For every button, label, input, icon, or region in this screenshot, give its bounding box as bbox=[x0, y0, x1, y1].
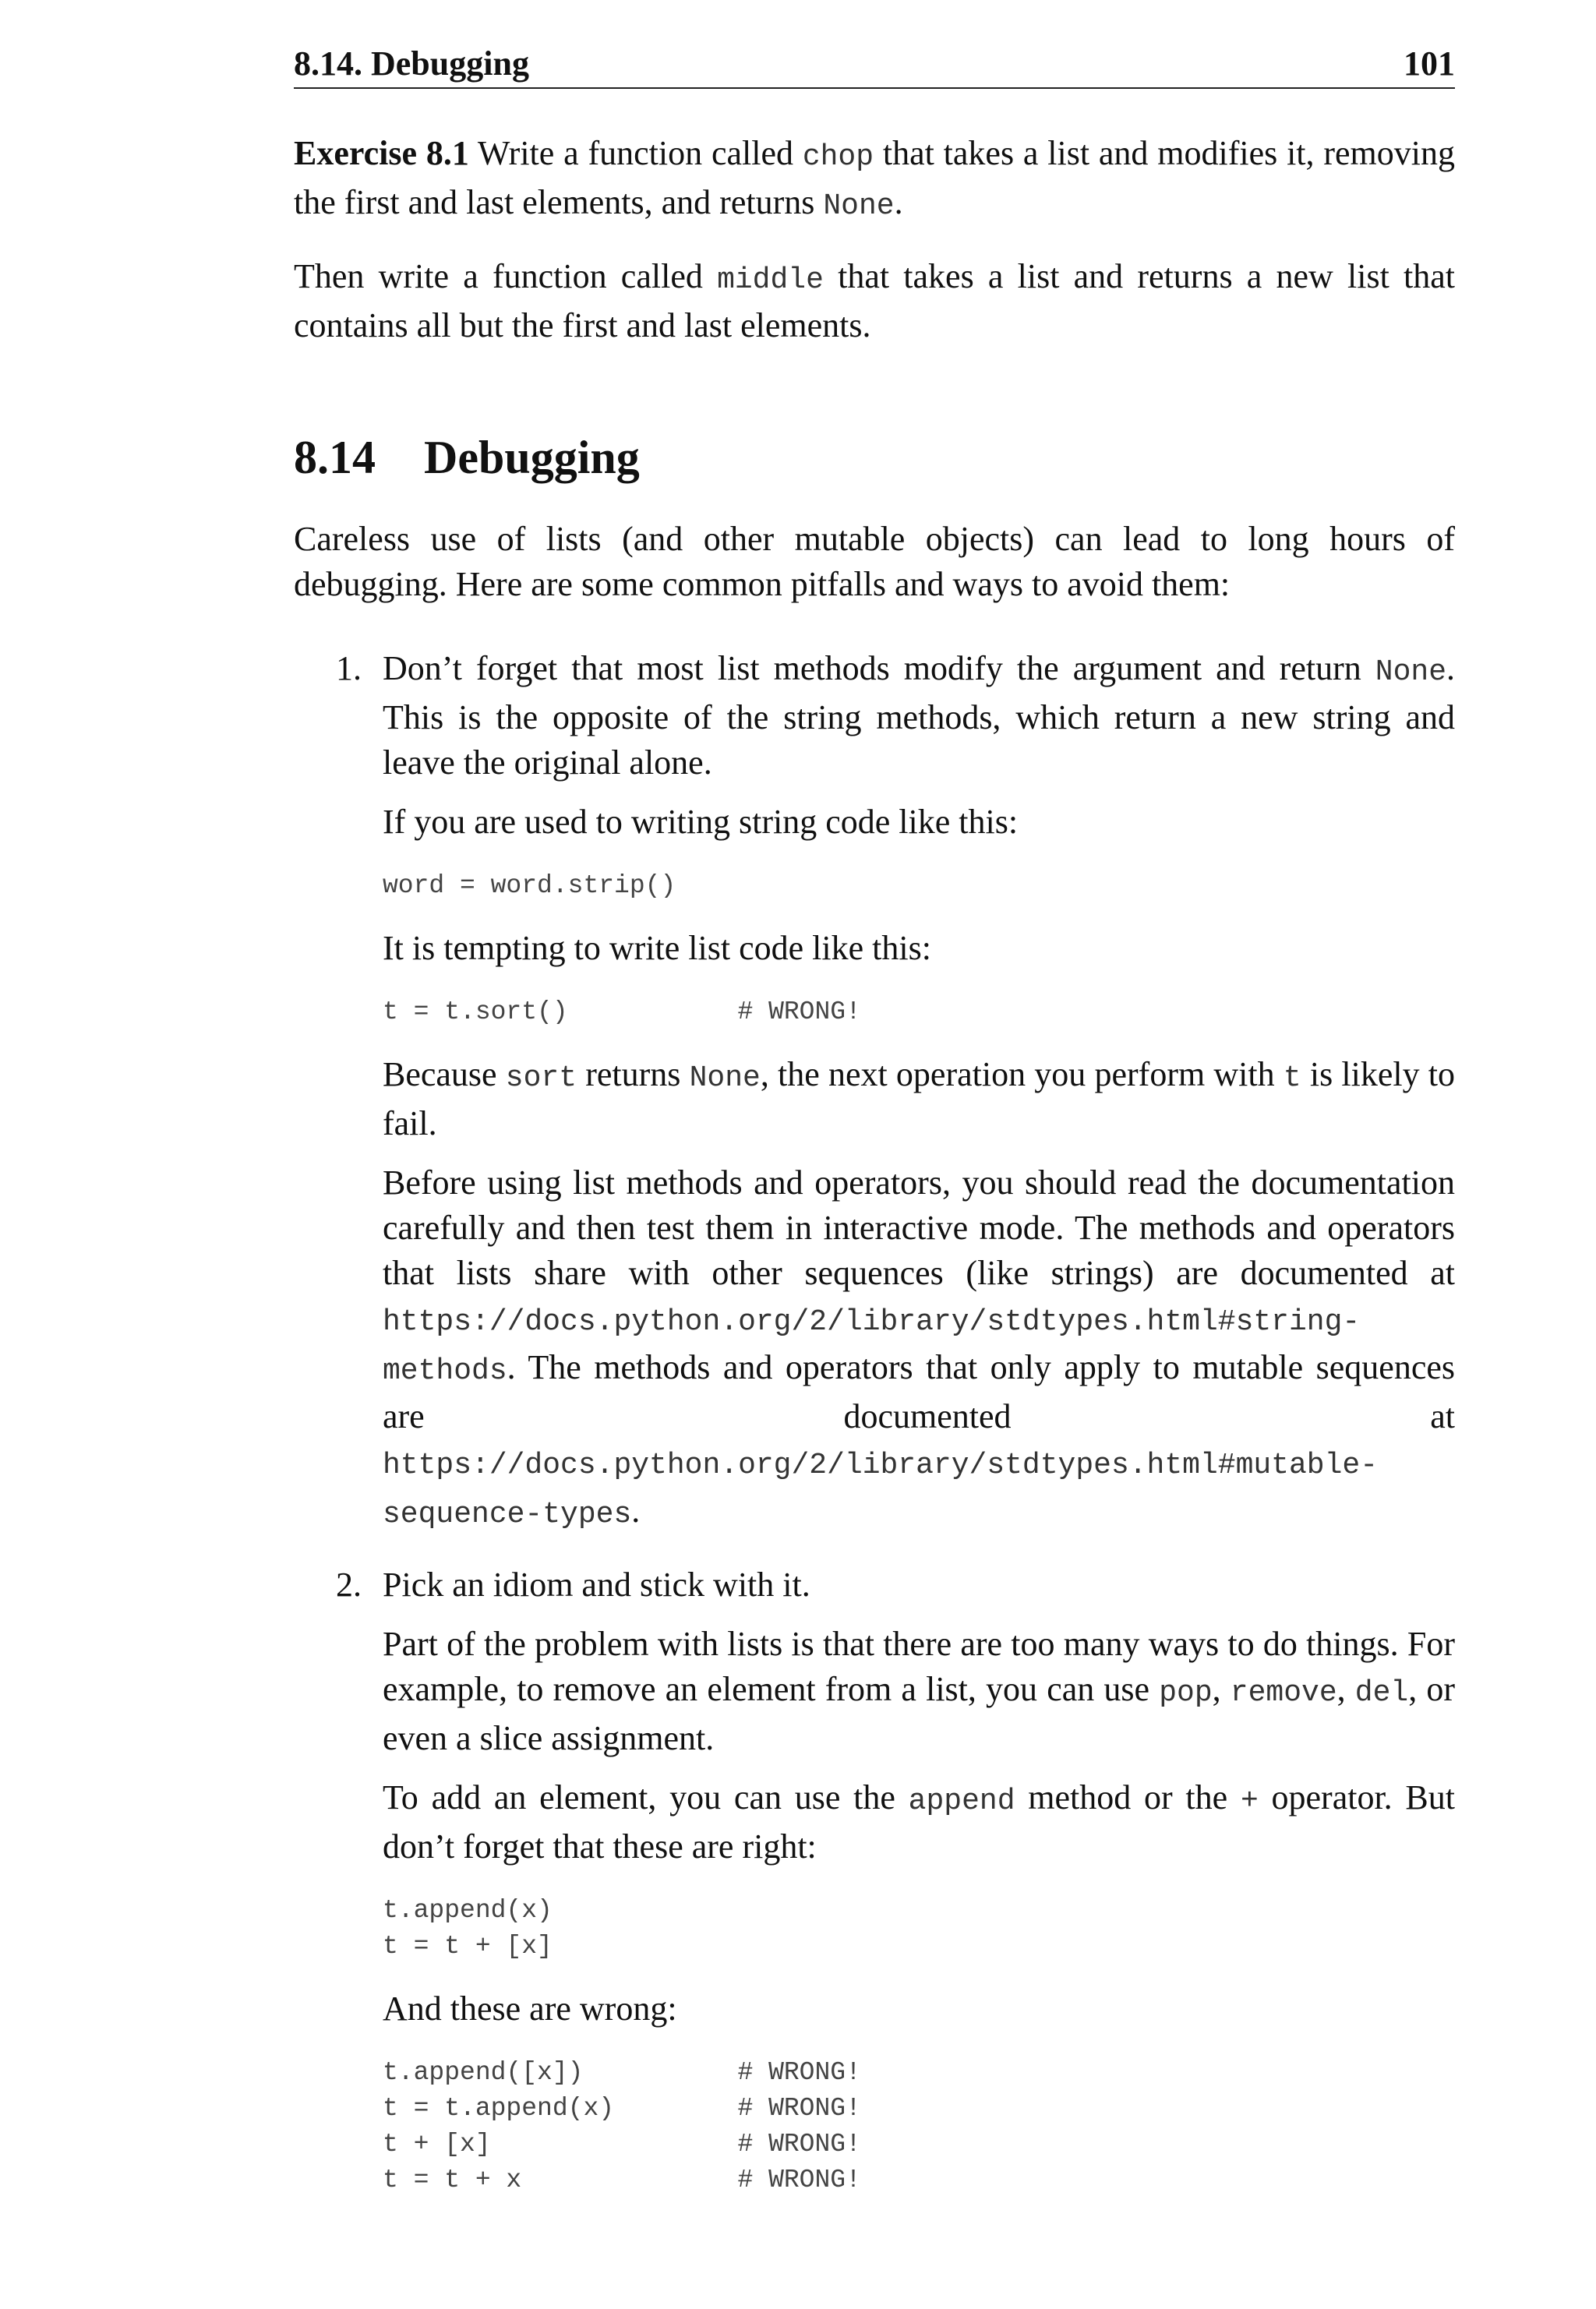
item-paragraph: Pick an idiom and stick with it. bbox=[383, 1566, 810, 1604]
text-span: , the next operation you perform with bbox=[760, 1055, 1284, 1093]
docs-link[interactable]: https://docs.python.org/2/library/stdtypes.html#string-methods bbox=[383, 1305, 1361, 1388]
exercise-paragraph-2 bbox=[294, 254, 1455, 348]
inline-code: None bbox=[1375, 655, 1446, 689]
item-paragraph: And these are wrong: bbox=[383, 1989, 677, 2028]
text-span: . bbox=[894, 183, 903, 221]
item-paragraph: It is tempting to write list code like this: bbox=[383, 929, 931, 967]
text-span: Then write a function called bbox=[294, 257, 718, 295]
inline-code: chop bbox=[802, 140, 874, 174]
item-paragraph bbox=[383, 1160, 1455, 1538]
section-intro: Careless use of lists (and other mutable objects) can lead to long hours of debugging. Here are some common pitfalls and ways to avoid them: bbox=[294, 520, 1455, 603]
running-head bbox=[294, 41, 1455, 89]
inline-code: None bbox=[823, 189, 895, 223]
item-paragraph bbox=[383, 646, 1455, 786]
list-item-body bbox=[383, 646, 1455, 1538]
text-span: returns bbox=[577, 1055, 690, 1093]
text-span: , or even a slice assignment. bbox=[383, 1670, 1456, 1757]
inline-code: remove bbox=[1230, 1676, 1337, 1710]
list-item bbox=[294, 646, 1455, 1538]
text-span: that takes a list and returns a new list that contains all but the first and last elements. bbox=[294, 257, 1456, 344]
running-head-section: 8.14. Debugging bbox=[294, 44, 529, 83]
text-span: Write a function called bbox=[468, 134, 803, 172]
list-item-number: 1. bbox=[336, 649, 362, 687]
inline-code: del bbox=[1354, 1676, 1409, 1710]
exercise-paragraph bbox=[294, 131, 1455, 229]
text-span: , bbox=[1212, 1670, 1231, 1708]
text-span: Part of the problem with lists is that there are too many ways to do things. For example, to remove an element from a list, you can use bbox=[383, 1625, 1455, 1708]
item-paragraph bbox=[383, 1622, 1455, 1761]
code-block: t.append(x) t = t + [x] bbox=[383, 1896, 553, 1961]
text-span: , bbox=[1336, 1670, 1355, 1708]
text-span: . bbox=[631, 1492, 641, 1530]
section-heading bbox=[294, 426, 1455, 489]
inline-code: None bbox=[689, 1061, 761, 1095]
inline-code: t bbox=[1283, 1061, 1301, 1095]
section-title: Debugging bbox=[424, 432, 640, 483]
item-paragraph bbox=[383, 1052, 1455, 1146]
text-span: Because bbox=[383, 1055, 506, 1093]
page-body bbox=[294, 131, 1455, 2220]
text-span: that takes a list and modifies it, removing the first and last elements, and returns bbox=[294, 134, 1455, 221]
inline-code: middle bbox=[717, 263, 824, 297]
text-span: method or the bbox=[1015, 1778, 1241, 1816]
pitfalls-list bbox=[294, 646, 1455, 2198]
page-number: 101 bbox=[1404, 44, 1455, 83]
docs-link[interactable]: https://docs.python.org/2/library/stdtypes.html#mutable-sequence-types bbox=[383, 1449, 1379, 1531]
list-item-body bbox=[383, 1562, 1455, 2198]
exercise-label: Exercise 8.1 bbox=[294, 134, 469, 172]
text-span: is likely to fail. bbox=[383, 1055, 1456, 1142]
text-span: To add an element, you can use the bbox=[383, 1778, 909, 1816]
code-block: t = t.sort() # WRONG! bbox=[383, 997, 861, 1026]
item-paragraph: If you are used to writing string code like this: bbox=[383, 803, 1019, 841]
section-number: 8.14 bbox=[294, 432, 376, 483]
text-span: . This is the opposite of the string methods, which return a new string and leave the original alone. bbox=[383, 649, 1455, 782]
inline-code: pop bbox=[1159, 1676, 1213, 1710]
code-block: word = word.strip() bbox=[383, 871, 676, 900]
inline-code: + bbox=[1240, 1785, 1259, 1818]
code-block: t.append([x]) # WRONG! t = t.append(x) # WRONG! t + [x] # WRONG! t = t + x # WRONG! bbox=[383, 2058, 861, 2194]
inline-code: append bbox=[908, 1785, 1015, 1818]
list-item bbox=[294, 1562, 1455, 2198]
list-item-number: 2. bbox=[336, 1566, 362, 1604]
text-span: . The methods and operators that only apply to mutable sequences are documented at bbox=[383, 1348, 1455, 1435]
item-paragraph bbox=[383, 1775, 1455, 1869]
text-span: Don’t forget that most list methods modify the argument and return bbox=[383, 649, 1375, 687]
text-span: operator. But don’t forget that these are right: bbox=[383, 1778, 1456, 1866]
text-span: Before using list methods and operators, you should read the documentation carefully and then test them in interactive mode. The methods and operators that lists share with other sequences (like strings) are documented at bbox=[383, 1163, 1455, 1292]
inline-code: sort bbox=[505, 1061, 577, 1095]
